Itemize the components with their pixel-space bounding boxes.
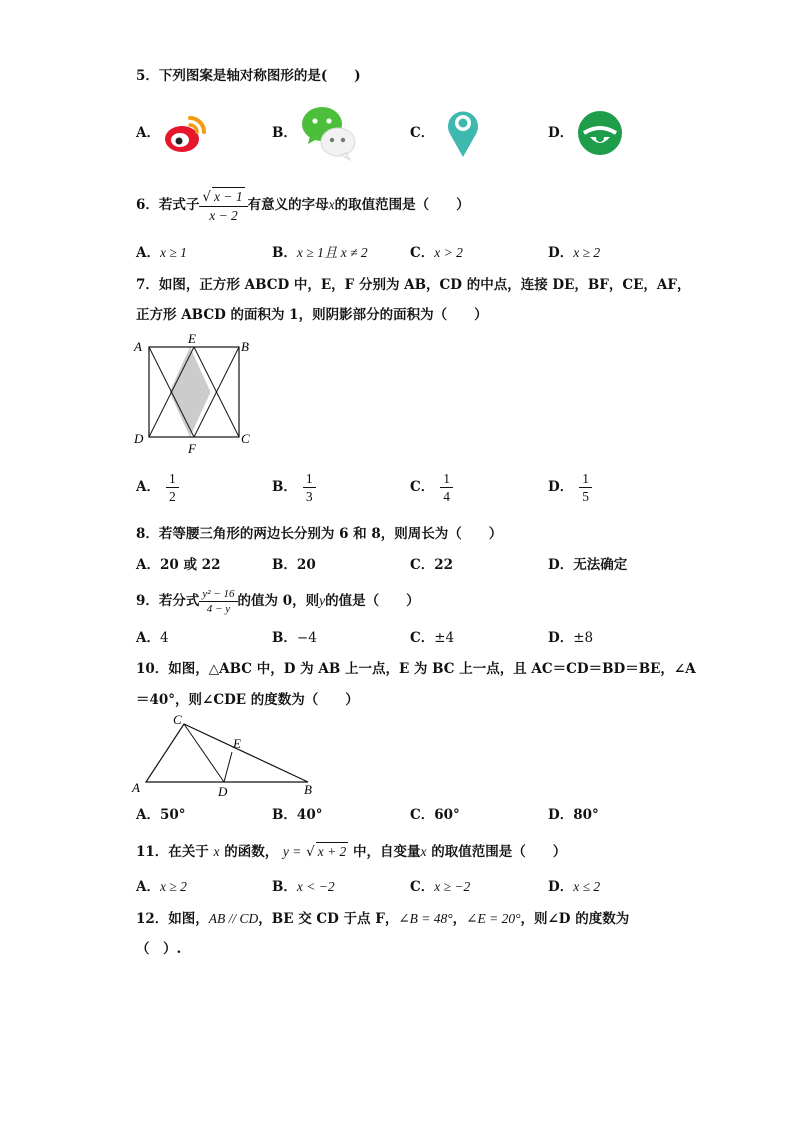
q8-stem: 8．若等腰三角形的两边长分别为 6 和 8，则周长为（ ） — [136, 526, 503, 542]
q12-stem-line2: （ ）. — [136, 941, 182, 957]
q7-option-c: C． $\frac{1}{4}$ — [410, 470, 453, 505]
q10-option-a: A．50° — [136, 807, 186, 823]
q10-label-c: C — [173, 712, 182, 727]
q8-option-c: C．22 — [410, 557, 454, 573]
q7-stem-line2: 正方形 ABCD 的面积为 1，则阴影部分的面积为（ ） — [136, 307, 488, 323]
q11-option-a: A．x ≥ 2 — [136, 879, 187, 895]
q6-stem: 6．若式子 $\frac{√ x - 1}{x - 2}$ 有意义的字母x的取值范围是（ ） — [136, 189, 470, 223]
q7-option-b: B． $\frac{1}{3}$ — [272, 470, 316, 505]
q6-option-d: D．x ≥ 2 — [548, 245, 601, 261]
q7-label-e: E — [188, 331, 196, 346]
q11-stem: 11．在关于 x 的函数， y = √ x + 2 中，自变量x 的取值范围是（ ） — [136, 844, 567, 860]
q11-option-d: D．x ≤ 2 — [548, 879, 601, 895]
q7-stem-line1: 7．如图，正方形 ABCD 中，E，F 分别为 AB，CD 的中点，连接 DE，BF，CE，AF， — [136, 277, 691, 293]
q10-option-c: C．60° — [410, 807, 460, 823]
q7-label-c: C — [241, 431, 250, 446]
q10-option-b: B．40° — [272, 807, 323, 823]
q5-option-d: D． — [548, 125, 574, 141]
q6-fraction: $\frac{√ x - 1}{x - 2}$ — [199, 187, 247, 224]
q10-triangle-figure — [128, 710, 328, 800]
q10-label-a: A — [132, 780, 140, 795]
q6-option-b: B．x ≥ 1且 x ≠ 2 — [272, 245, 368, 261]
q7-square-figure — [128, 330, 258, 458]
q7-option-d: D． $\frac{1}{5}$ — [548, 470, 592, 505]
q7-label-a: A — [134, 339, 142, 354]
q8-option-d: D．无法确定 — [548, 557, 628, 573]
q5-option-c: C． — [410, 125, 435, 141]
q5-option-b: B． — [272, 125, 297, 141]
q7-label-b: B — [241, 339, 249, 354]
wechat-logo-icon — [300, 102, 360, 162]
green-circle-logo-icon — [576, 109, 624, 157]
q10-label-b: B — [304, 782, 312, 797]
q9-option-b: B．−4 — [272, 630, 317, 646]
q10-stem-line2: ＝40°，则∠CDE 的度数为（ ） — [136, 692, 359, 708]
q10-label-e: E — [233, 736, 241, 751]
q7-label-d: D — [134, 431, 144, 446]
q10-label-d: D — [218, 784, 228, 799]
q10-option-d: D．80° — [548, 807, 599, 823]
q9-fraction: $\frac{\text{y² − 16}}{4 - y}$ — [199, 587, 237, 616]
q9-option-d: D．±8 — [548, 630, 594, 646]
q10-stem-line1: 10．如图，△ABC 中，D 为 AB 上一点，E 为 BC 上一点，且 AC＝CD＝BD＝BE，∠A — [136, 661, 696, 677]
q6-option-a: A．x ≥ 1 — [136, 245, 187, 261]
q7-option-a: A． $\frac{1}{2}$ — [136, 470, 179, 505]
q11-option-c: C．x ≥ −2 — [410, 879, 471, 895]
q5-stem: 5．下列图案是轴对称图形的是( ) — [136, 68, 361, 84]
q12-stem-line1: 12．如图，AB // CD，BE 交 CD 于点 F，∠B = 48°，∠E = 20°，则∠D 的度数为 — [136, 911, 630, 927]
q7-label-f: F — [188, 441, 196, 456]
q8-option-b: B．20 — [272, 557, 316, 573]
q5-option-a: A． — [136, 125, 160, 141]
weibo-logo-icon — [160, 108, 210, 158]
q11-option-b: B．x < −2 — [272, 879, 335, 895]
q9-option-a: A．4 — [136, 630, 169, 646]
q9-option-c: C．±4 — [410, 630, 455, 646]
q8-option-a: A．20 或 22 — [136, 557, 221, 573]
location-pin-icon — [444, 106, 482, 158]
q9-stem: 9．若分式 $\frac{\text{y² − 16}}{4 - y}$ 的值为 0，则y的值是（ ） — [136, 588, 420, 615]
q6-option-c: C．x > 2 — [410, 245, 463, 261]
